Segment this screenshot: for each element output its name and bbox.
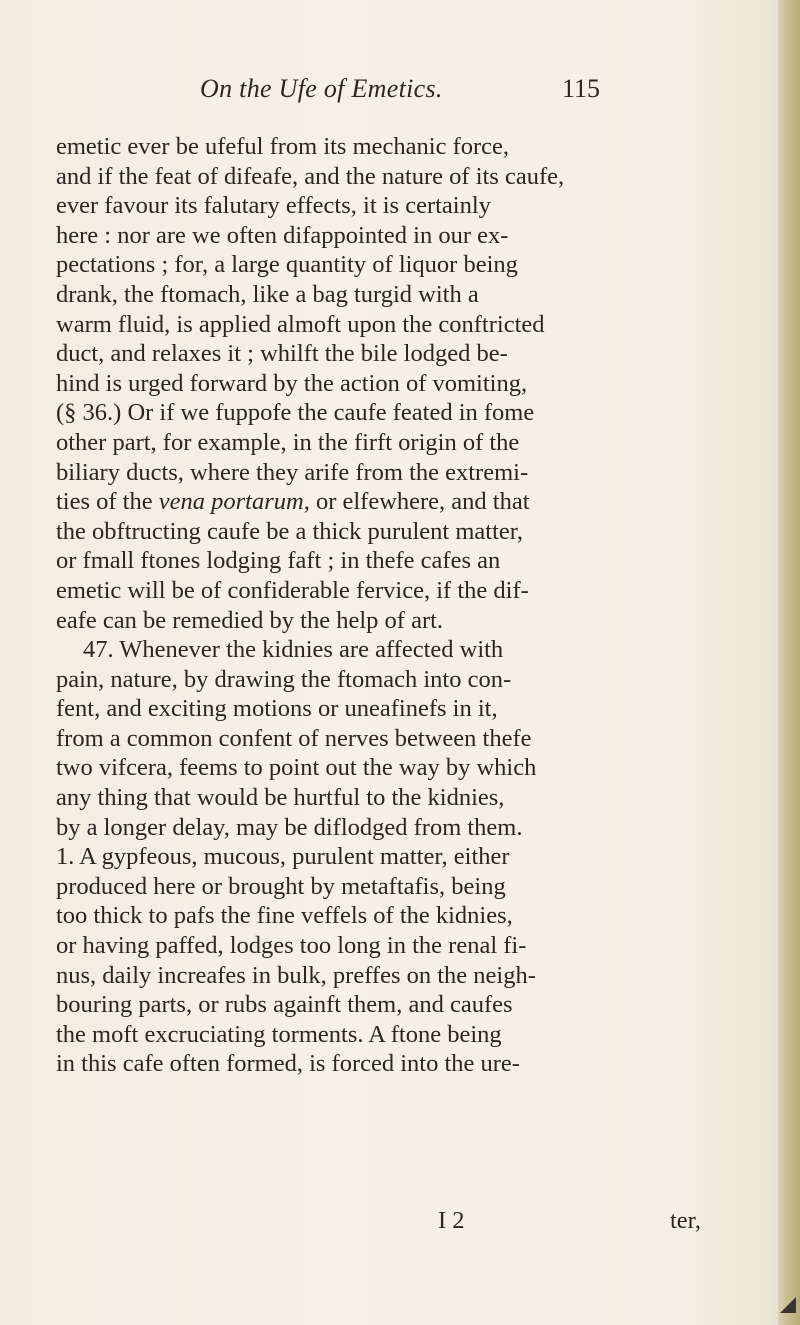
corner-triangle-icon	[780, 1297, 796, 1313]
text-line: here : nor are we often difappointed in our ex-	[56, 221, 509, 249]
text-line: duct, and relaxes it ; whilft the bile lodged be-	[56, 340, 508, 368]
page-number: 115	[561, 74, 600, 103]
page-edge	[778, 0, 800, 1325]
text-line: ever favour its falutary effects, it is certainly	[56, 192, 491, 220]
text-line: nus, daily increafes in bulk, preffes on the neigh-	[56, 961, 536, 989]
text-line: in this cafe often formed, is forced into the ure-	[56, 1050, 520, 1078]
text-line: drank, the ftomach, like a bag turgid with a	[56, 280, 479, 308]
text-line: pectations ; for, a large quantity of liquor being	[56, 251, 518, 279]
text-line: or having paffed, lodges too long in the renal fi-	[56, 932, 527, 960]
text-line: too thick to pafs the fine veffels of the kidnies,	[56, 902, 513, 930]
text-line: bouring parts, or rubs againft them, and caufes	[56, 991, 513, 1019]
text-line: emetic will be of confiderable fervice, if the dif-	[56, 576, 529, 604]
text-line: other part, for example, in the firft origin of the	[56, 428, 520, 456]
text-line: eafe can be remedied by the help of art.	[56, 606, 444, 634]
text-line: biliary ducts, where they arife from the extremi-	[56, 458, 529, 486]
text-line-mixed	[56, 487, 746, 517]
text-line: the moft excruciating torments. A ftone being	[56, 1020, 502, 1048]
text-line: by a longer delay, may be diflodged from them.	[56, 813, 523, 841]
italic-term: vena portarum,	[158, 488, 310, 516]
text-line: warm fluid, is applied almoft upon the conftricted	[56, 310, 545, 338]
text-line: pain, nature, by drawing the ftomach into con-	[56, 665, 512, 693]
text-line: (§ 36.) Or if we fuppofe the caufe feated in fome	[56, 399, 535, 427]
text-line: and if the feat of difeafe, and the nature of its caufe,	[56, 162, 565, 190]
text-line: two vifcera, feems to point out the way by which	[56, 754, 537, 782]
text-line: emetic ever be ufeful from its mechanic force,	[56, 133, 510, 160]
text-line: the obftructing caufe be a thick purulent matter,	[56, 517, 524, 545]
body-text	[56, 132, 746, 1079]
text-line: hind is urged forward by the action of vomiting,	[56, 369, 528, 397]
catchword: ter,	[670, 1207, 701, 1234]
paragraph-start: 47. Whenever the kidnies are affected with	[83, 636, 504, 664]
text-segment: or elfewhere, and that	[309, 488, 530, 516]
text-segment: ties of the	[56, 488, 159, 516]
page-header	[200, 74, 600, 114]
text-line: any thing that would be hurtful to the kidnies,	[56, 784, 505, 812]
text-line: produced here or brought by metaftafis, being	[56, 872, 506, 900]
text-line: fent, and exciting motions or uneafinefs in it,	[56, 695, 498, 723]
running-title: On the Ufe of Emetics.	[200, 74, 443, 103]
text-line: or fmall ftones lodging faft ; in thefe cafes an	[56, 547, 501, 575]
text-line: 1. A gypfeous, mucous, purulent matter, either	[56, 843, 510, 871]
text-line: from a common confent of nerves between thefe	[56, 724, 532, 752]
signature-mark: I 2	[438, 1207, 465, 1234]
page-footer	[56, 1206, 746, 1236]
